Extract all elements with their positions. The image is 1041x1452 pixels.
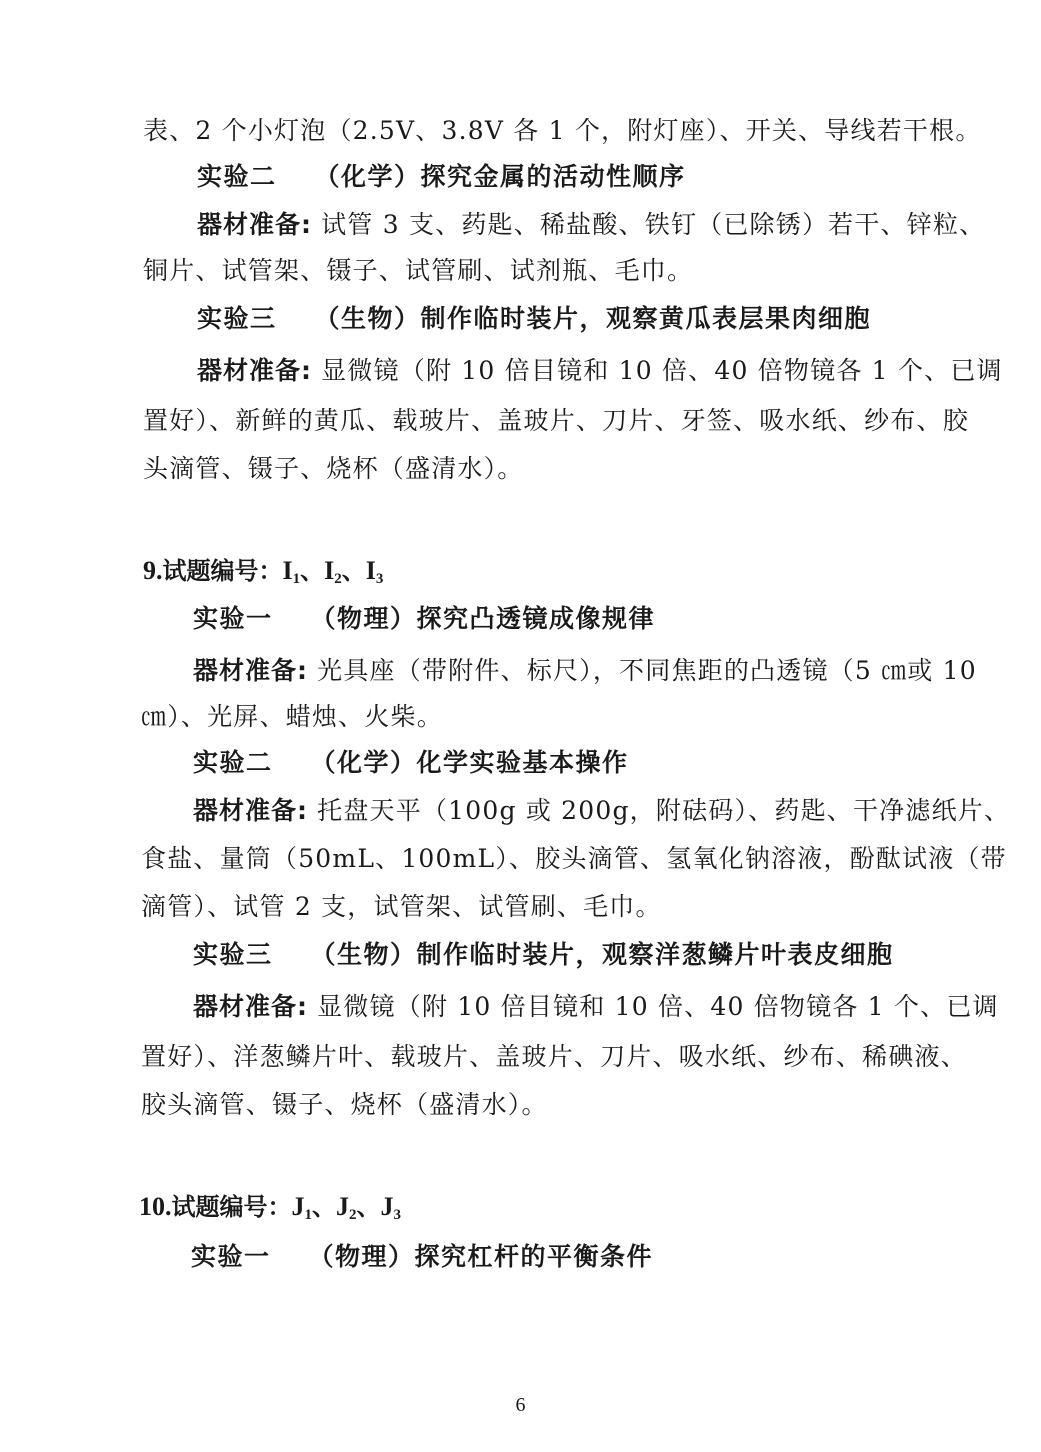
experiment-title: （生物）制作临时装片，观察洋葱鳞片叶表皮细胞 bbox=[310, 940, 894, 969]
question-heading bbox=[139, 1190, 401, 1224]
question-label: 试题编号： bbox=[162, 557, 283, 585]
text-line-content: 食盐、量筒（50mL、100mL）、胶头滴管、氢氧化钠溶液，酚酞试液（带 bbox=[141, 844, 1007, 873]
text-line-content: 置好）、洋葱鳞片叶、载玻片、盖玻片、刀片、吸水纸、纱布、稀碘液、 bbox=[141, 1042, 967, 1071]
question-code-sub: 1 bbox=[304, 1207, 312, 1223]
text-line bbox=[143, 404, 969, 438]
equipment-line bbox=[193, 654, 977, 688]
experiment-heading bbox=[191, 1240, 653, 1274]
question-number: 10. bbox=[139, 1192, 172, 1221]
text-line bbox=[141, 1040, 967, 1074]
equipment-label: 器材准备: bbox=[193, 796, 308, 825]
text-line-content: ㎝）、光屏、蜡烛、火柴。 bbox=[141, 702, 443, 731]
experiment-heading bbox=[193, 938, 894, 972]
text-line bbox=[143, 254, 693, 288]
question-number: 9. bbox=[143, 556, 163, 585]
equipment-label: 器材准备: bbox=[197, 210, 312, 239]
experiment-number: 实验一 bbox=[193, 604, 273, 633]
text-line-content: 置好）、新鲜的黄瓜、载玻片、盖玻片、刀片、牙签、吸水纸、纱布、胶 bbox=[143, 406, 969, 435]
experiment-heading bbox=[193, 602, 655, 636]
equipment-label: 器材准备: bbox=[197, 356, 312, 385]
equipment-text: 显微镜（附 10 倍目镜和 10 倍、40 倍物镜各 1 个、已调 bbox=[308, 992, 999, 1021]
separator: 、 bbox=[341, 557, 366, 585]
equipment-label: 器材准备: bbox=[193, 656, 308, 685]
text-line-content: 头滴管、镊子、烧杯（盛清水）。 bbox=[143, 454, 524, 483]
equipment-line bbox=[193, 794, 1010, 828]
question-code-sub: 3 bbox=[393, 1207, 401, 1223]
question-code: I bbox=[365, 556, 376, 585]
equipment-text: 托盘天平（100g 或 200g，附砝码）、药匙、干净滤纸片、 bbox=[308, 796, 1011, 825]
experiment-number: 实验一 bbox=[191, 1242, 271, 1271]
text-line bbox=[143, 452, 524, 486]
equipment-text: 光具座（带附件、标尺），不同焦距的凸透镜（5 ㎝或 10 bbox=[308, 656, 977, 685]
experiment-title: （化学）探究金属的活动性顺序 bbox=[314, 162, 686, 191]
equipment-text: 试管 3 支、药匙、稀盐酸、铁钉（已除锈）若干、锌粒、 bbox=[312, 210, 986, 239]
equipment-line bbox=[193, 990, 999, 1024]
experiment-number: 实验三 bbox=[197, 304, 277, 333]
question-code-sub: 1 bbox=[292, 571, 301, 587]
experiment-heading bbox=[193, 746, 629, 780]
question-code-sub: 3 bbox=[375, 571, 384, 587]
text-line-content: 滴管）、试管 2 支，试管架、试管刷、毛巾。 bbox=[141, 892, 662, 921]
experiment-title: （化学）化学实验基本操作 bbox=[310, 748, 629, 777]
separator: 、 bbox=[356, 1193, 381, 1221]
question-code-sub: 2 bbox=[334, 571, 342, 587]
separator: 、 bbox=[312, 1193, 336, 1221]
equipment-line bbox=[197, 208, 985, 242]
page-number: 6 bbox=[515, 1394, 526, 1416]
text-line bbox=[141, 700, 443, 734]
question-code: I bbox=[324, 556, 335, 585]
text-line-content: 铜片、试管架、镊子、试管刷、试剂瓶、毛巾。 bbox=[143, 256, 694, 285]
experiment-heading bbox=[197, 302, 871, 336]
text-line-content: 胶头滴管、镊子、烧杯（盛清水）。 bbox=[141, 1090, 548, 1119]
experiment-number: 实验三 bbox=[193, 940, 273, 969]
question-code: J bbox=[291, 1192, 305, 1221]
experiment-title: （生物）制作临时装片，观察黄瓜表层果肉细胞 bbox=[314, 304, 872, 333]
question-code-sub: 2 bbox=[349, 1207, 357, 1223]
experiment-number: 实验二 bbox=[197, 162, 277, 191]
text-line bbox=[141, 842, 1007, 876]
experiment-title: （物理）探究凸透镜成像规律 bbox=[310, 604, 656, 633]
experiment-heading bbox=[197, 160, 686, 194]
experiment-title: （物理）探究杠杆的平衡条件 bbox=[308, 1242, 654, 1271]
text-line bbox=[143, 114, 982, 148]
question-heading bbox=[143, 554, 383, 588]
equipment-text: 显微镜（附 10 倍目镜和 10 倍、40 倍物镜各 1 个、已调 bbox=[312, 356, 1003, 385]
equipment-line bbox=[197, 354, 1003, 388]
text-line-content: 表、2 个小灯泡（2.5V、3.8V 各 1 个，附灯座）、开关、导线若干根。 bbox=[143, 116, 982, 145]
text-line bbox=[141, 890, 662, 924]
separator: 、 bbox=[300, 557, 325, 585]
question-code: J bbox=[380, 1192, 394, 1221]
question-code: J bbox=[336, 1192, 349, 1221]
question-label: 试题编号： bbox=[171, 1193, 292, 1221]
equipment-label: 器材准备: bbox=[193, 992, 308, 1021]
experiment-number: 实验二 bbox=[193, 748, 273, 777]
question-code: I bbox=[282, 556, 293, 585]
text-line bbox=[141, 1088, 548, 1122]
